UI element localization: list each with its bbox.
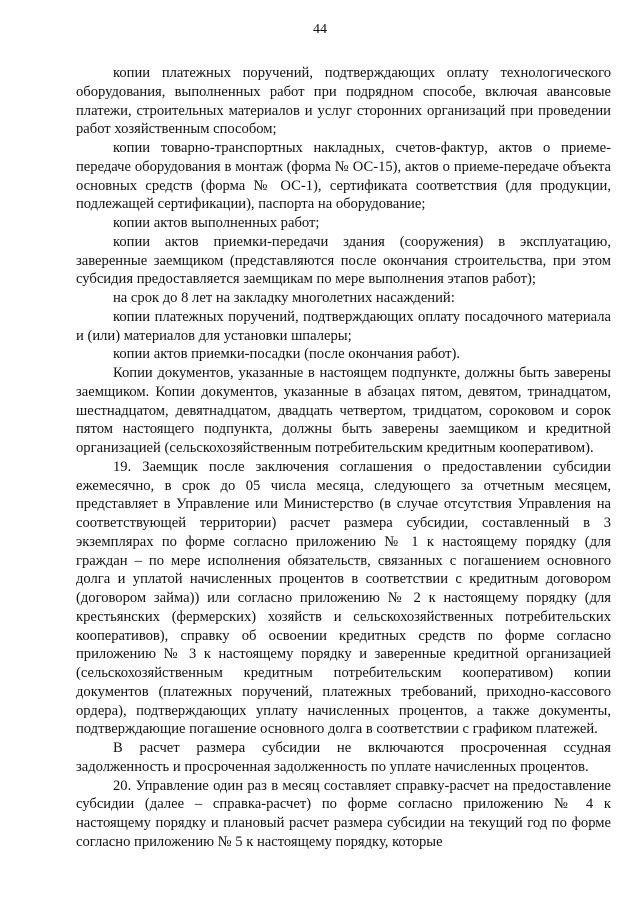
paragraph: 19. Заемщик после заключения соглашения о предоставлении субсидии ежемесячно, в срок до 05 числа месяца, следующего за отчетным месяцем, представляет в Управление или Министерство (в случае отсутствия Управления на соответствующей территории) расчет размера субсидии, составленный в 3 экземплярах по форме согласно приложению № 1 к настоящему порядку (для граждан – по мере исполнения обязательств, связанных с погашением основного долга и уплатой начисленных процентов в соответствии с кредитным договором (договором займа)) или согласно приложению № 2 к настоящему порядку (для крестьянских (фермерских) хозяйств и сельскохозяйственных потребительских кооперативов), справку об освоении кредитных средств по форме согласно приложению № 3 к настоящему порядку и заверенные кредитной организацией (сельскохозяйственным кредитным потребительским кооперативом) копии документов (платежных поручений, платежных требований, приходно-кассового ордера), подтверждающих уплату начисленных процентов, а также документы, подтверждающие погашение основного долга в соответствии с графиком платежей. [76,458,611,738]
paragraph: копии актов приемки-посадки (после окончания работ). [113,346,461,363]
page-number: 44 [313,22,327,37]
paragraph: копии платежных поручений, подтверждающих оплату технологического оборудования, выполненных работ при подрядном способе, включая авансовые платежи, строительных материалов и услуг сторонних организаций при проведении работ хозяйственным способом; [76,65,611,138]
paragraph: 20. Управление один раз в месяц составляет справку-расчет на предоставление субсидии (далее – справка-расчет) по форме согласно приложению № 4 к настоящему порядку и плановый расчет размера субсидии на текущий год по форме согласно приложению № 5 к настоящему порядку, которые [76,777,611,850]
paragraph: копии товарно-транспортных накладных, счетов-фактур, актов о приеме-передаче оборудования в монтаж (форма № ОС-15), актов о приеме-передаче объекта основных средств (форма № ОС-1), сертификата соответствия (для продукции, подлежащей сертификации), паспорта на оборудование; [76,140,611,213]
paragraph: копии актов выполненных работ; [113,215,320,231]
document-body [76,64,611,852]
paragraph: копии актов приемки-передачи здания (сооружения) в эксплуатацию, заверенные заемщиком (представляются после окончания строительства, при этом субсидия предоставляется заемщикам по мере выполнения этапов работ); [76,233,611,288]
paragraph: В расчет размера субсидии не включаются просроченная ссудная задолженность и просроченная задолженность по уплате начисленных процентов. [76,740,611,775]
paragraph: Копии документов, указанные в настоящем подпункте, должны быть заверены заемщиком. Копии документов, указанные в абзацах пятом, девятом, тринадцатом, шестнадцатом, девятнадцатом, двадцать четвертом, тридцатом, сороковом и сорок пятом настоящего подпункта, должны быть заверены заемщиком и кредитной организацией (сельскохозяйственным потребительским кредитным кооперативом). [76,365,611,456]
paragraph: на срок до 8 лет на закладку многолетних насаждений: [113,290,455,306]
paragraph: копии платежных поручений, подтверждающих оплату посадочного материала и (или) материалов для установки шпалеры; [76,308,611,344]
